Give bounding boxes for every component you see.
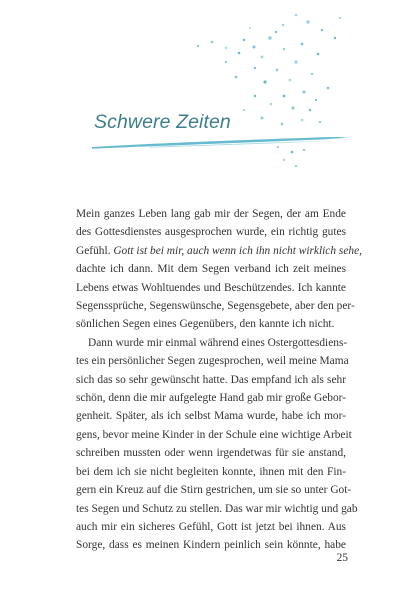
decor-dot — [306, 20, 309, 23]
decor-dot — [254, 95, 256, 97]
text-run: schreiben mussten oder wenn irgendetwas für sie anstand, — [76, 447, 346, 460]
decor-dot — [243, 39, 245, 41]
text-line — [76, 518, 346, 536]
text-run: Sorge, dass es meinen Kindern peinlich sein könnte, habe — [76, 539, 346, 552]
decor-dot — [327, 87, 329, 89]
text-line — [76, 223, 346, 241]
decor-dot — [238, 52, 241, 55]
decor-dot — [283, 95, 286, 98]
text-line — [76, 463, 346, 481]
text-line — [76, 260, 346, 278]
text-run: Dann wurde mir einmal während eines Ostergottesdiens- — [88, 336, 348, 349]
decor-dot — [295, 165, 297, 167]
decor-dot — [289, 79, 292, 82]
decor-dot — [301, 43, 304, 46]
decor-dot — [225, 47, 227, 49]
text-run: gens, bevor meine Kinder in der Schule eine wichtige Arbeit — [76, 428, 352, 441]
decor-dot — [276, 69, 279, 72]
text-run: gern ein Kreuz auf die Stirn gestrichen, um sie so unter Got- — [76, 484, 352, 497]
decor-dot — [291, 106, 294, 109]
decor-dot — [291, 151, 294, 154]
text-run: schön, denn die mir aufgelegte Hand gab mir große Gebor- — [76, 392, 346, 405]
text-line — [76, 371, 346, 389]
decor-dot — [321, 29, 324, 32]
decor-dot — [254, 67, 256, 69]
decor-dot — [263, 80, 266, 83]
text-line — [76, 426, 352, 444]
decor-dot — [301, 119, 304, 122]
page-number: 25 — [336, 552, 348, 564]
text-run: tes Segen und Schutz zu stellen. Das war mir wichtig und gab — [76, 502, 358, 515]
decor-dot — [294, 60, 297, 63]
text-run: dachte ich dann. Mit dem Segen verband ich zeit meines — [76, 263, 346, 276]
decor-dot — [275, 31, 277, 33]
decor-dot — [277, 146, 279, 148]
decor-dot — [339, 17, 341, 19]
decor-dot — [315, 99, 317, 101]
dot-sprinkle-decoration — [197, 14, 341, 167]
paragraph — [76, 205, 362, 334]
decor-dot — [268, 36, 271, 39]
text-run: bei dem ich sie nicht begleiten konnte, ihnen mit den Fin- — [76, 465, 346, 478]
text-run: sich das so sehr gewünscht hatte. Das empfand ich als sehr — [76, 373, 346, 386]
text-line — [76, 279, 346, 297]
decor-dot — [281, 123, 284, 126]
text-line — [76, 536, 346, 554]
chapter-title: Schwere Zeiten — [94, 111, 231, 133]
text-run: Segenssprüche, Segenswünsche, Segensgebete, aber den per- — [76, 300, 355, 313]
text-line — [76, 242, 362, 260]
decor-dot — [295, 14, 298, 17]
body-text — [76, 205, 362, 555]
text-run: sönlichen Segen eines Gegenübers, den kannte ich nicht. — [76, 318, 335, 331]
text-line — [76, 334, 346, 352]
text-run: Mein ganzes Leben lang gab mir der Segen, der am Ende — [76, 208, 346, 220]
decor-dot — [282, 24, 285, 27]
text-line — [76, 407, 346, 425]
decor-dot — [243, 109, 245, 111]
brush-stroke-decoration — [92, 137, 348, 149]
decor-dot — [235, 76, 238, 79]
text-line — [76, 352, 349, 370]
decor-dot — [261, 56, 264, 59]
text-line — [76, 500, 358, 518]
decor-dot — [283, 48, 285, 50]
text-line — [76, 481, 352, 499]
decor-dot — [309, 109, 312, 112]
decor-dot — [211, 41, 214, 44]
italic-quote: Gott ist bei mir, auch wenn ich ihn nicht wirklich sehe, — [113, 244, 362, 257]
text-run: Lebens etwas Wohltuendes und Beschützendes. Ich kannte — [76, 281, 346, 294]
decor-dot — [249, 27, 251, 29]
decor-dot — [303, 149, 305, 151]
decor-dot — [197, 45, 199, 47]
text-line — [76, 389, 346, 407]
decor-dot — [334, 37, 336, 39]
text-line — [76, 315, 346, 333]
decor-dot — [253, 46, 256, 49]
decor-dot — [311, 73, 313, 75]
decor-dot — [261, 117, 264, 120]
decor-dot — [270, 103, 273, 106]
text-run: des Gottesdienstes ausgesprochen wurde, ein richtig gutes — [76, 226, 346, 239]
decor-dot — [317, 53, 320, 56]
decor-dot — [319, 121, 321, 123]
decor-dot — [225, 61, 227, 63]
text-run: Gefühl. — [76, 244, 114, 257]
paragraph — [76, 334, 358, 555]
decor-dot — [303, 91, 306, 94]
text-run: tes ein persönlicher Segen zugesprochen, weil meine Mama — [76, 355, 349, 368]
decor-dot — [283, 159, 285, 161]
text-line — [76, 444, 346, 462]
text-line — [76, 205, 346, 223]
text-line — [76, 297, 355, 315]
text-run: auch mir ein sicheres Gefühl, Gott ist jetzt bei ihnen. Aus — [76, 520, 346, 533]
text-run: genheit. Später, als ich selbst Mama wurde, habe ich mor- — [76, 410, 346, 423]
